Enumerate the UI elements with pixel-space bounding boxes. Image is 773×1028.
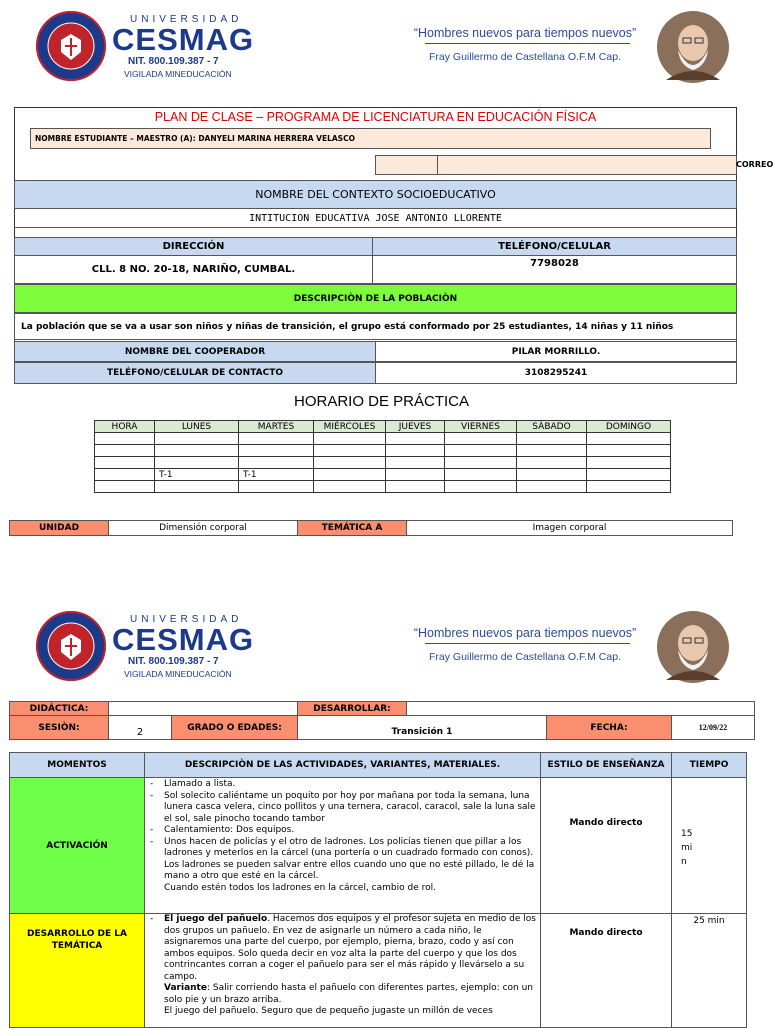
unit-label: UNIDAD — [9, 520, 109, 536]
activity-line — [144, 983, 540, 1006]
address-label: DIRECCIÓN — [14, 237, 373, 256]
university-vigilada: VIGILADA MINEDUCACIÓN — [124, 69, 232, 79]
schedule-cell — [155, 481, 239, 493]
activity-line: Los ladrones se pueden salvar entre ellos cuando uno que no esté pillado, le dé la mano a otro que esté en la cárcel. — [164, 859, 535, 881]
schedule-cell — [445, 445, 517, 457]
schedule-cell — [517, 469, 587, 481]
student-name: NOMBRE ESTUDIANTE – MAESTRO (A): DANYELI MARINA HERRERA VELASCO — [30, 128, 711, 149]
schedule-cell — [239, 481, 314, 493]
activity-line: Cuando estén todos los ladrones en la cárcel, cambio de rol. — [164, 882, 436, 893]
schedule-cell — [445, 469, 517, 481]
activation-moment: ACTIVACIÓN — [9, 777, 145, 914]
schedule-cell — [155, 433, 239, 445]
schedule-cell — [445, 481, 517, 493]
motto-divider — [425, 643, 630, 644]
didactica-value — [108, 701, 298, 716]
motto: “Hombres nuevos para tiempos nuevos” — [413, 626, 637, 640]
schedule-cell — [95, 457, 155, 469]
schedule-cell — [386, 469, 445, 481]
university-label: UNIVERSIDAD — [130, 14, 243, 25]
fecha-label: FECHA: — [546, 715, 672, 740]
university-name: CESMAG — [112, 622, 255, 657]
schedule-cell — [239, 445, 314, 457]
header-bottom — [0, 600, 768, 695]
activity-line: El juego del pañuelo. Seguro que de pequeño jugaste un millón de veces — [164, 1006, 493, 1016]
university-vigilada: VIGILADA MINEDUCACIÓN — [124, 669, 232, 679]
description-header: DESCRIPCIÒN DE LAS ACTIVIDADES, VARIANTES, MATERIALES. — [144, 752, 541, 778]
activity-line — [144, 914, 540, 983]
schedule-cell — [239, 457, 314, 469]
schedule-cell — [587, 457, 671, 469]
correo-label: CORREO — [736, 160, 773, 169]
university-seal-icon — [35, 610, 107, 682]
population-value: La población que se va a usar son niños y niñas de transición, el grupo está conformado por 25 estudiantes, 14 niñas y 11 niños — [14, 313, 737, 340]
schedule-cell — [386, 445, 445, 457]
activity-line: - Unos hacen de policías y el otro de ladrones. Los policías tienen que pillar a los ladrones y meterlos en la cárcel (una portería o un cuadrado formado con conos). — [144, 837, 540, 860]
schedule-cell — [155, 445, 239, 457]
coop-phone-value: 3108295241 — [375, 362, 737, 384]
activity-line: - Calentamiento: Dos equipos. — [144, 825, 540, 837]
university-nit: NIT. 800.109.387 - 7 — [128, 56, 219, 67]
schedule-cell — [517, 457, 587, 469]
schedule-cell — [314, 469, 386, 481]
schedule-cell — [517, 481, 587, 493]
grado-label: GRADO O EDADES: — [171, 715, 298, 740]
activation-time-part: mi — [681, 843, 693, 853]
fecha-value: 12/09/22 — [671, 715, 755, 740]
university-seal-icon — [35, 10, 107, 82]
schedule-cell — [386, 433, 445, 445]
development-list — [144, 914, 540, 1018]
university-nit: NIT. 800.109.387 - 7 — [128, 656, 219, 667]
schedule-cell — [95, 469, 155, 481]
desarrollar-label: DESARROLLAR: — [297, 701, 407, 716]
schedule-cell — [517, 445, 587, 457]
schedule-row — [95, 445, 671, 457]
phone-value: 7798028 — [372, 255, 737, 284]
schedule-cell — [314, 433, 386, 445]
didactica-label: DIDÁCTICA: — [9, 701, 109, 716]
sesion-value: 2 — [108, 715, 172, 740]
theme-value: Imagen corporal — [406, 520, 733, 536]
time-header: TIEMPO — [671, 752, 747, 778]
activity-line: - Llamado a lista. — [144, 779, 540, 791]
founder-portrait-icon — [656, 10, 730, 84]
schedule-cell — [95, 433, 155, 445]
development-time: 25 min — [671, 913, 747, 1028]
schedule-header: DOMINGO — [587, 421, 671, 433]
phone-label: TELÉFONO/CELULAR — [372, 237, 737, 256]
schedule-header: VIERNES — [445, 421, 517, 433]
unit-value: Dimensión corporal — [108, 520, 298, 536]
header-top — [0, 0, 768, 95]
founder-portrait-icon — [656, 610, 730, 684]
population-label: DESCRIPCIÒN DE LA POBLACIÒN — [14, 284, 737, 313]
schedule-header-row — [95, 421, 671, 433]
game-text: . Hacemos dos equipos y el profesor sujeta en medio de los dos grupos un pañuelo. En vez de asignarle un número a cada niño, le asignaremos una parte del cuerpo, por ejemplo, pierna, brazo, codo y así con ambos equipos. Solo queda decir en voz alta la parte del cuerpo y que los dos contrincantes corran a coger el pañuelo para ser el más rápido y llevárselo a su campo. — [164, 914, 536, 982]
university-name: CESMAG — [112, 22, 255, 57]
schedule-cell — [587, 481, 671, 493]
schedule-title: HORARIO DE PRÁCTICA — [293, 393, 470, 410]
schedule-cell — [95, 445, 155, 457]
schedule-cell — [95, 481, 155, 493]
coop-phone-label: TELÉFONO/CELULAR DE CONTACTO — [14, 362, 376, 384]
schedule-row — [95, 457, 671, 469]
style-header: ESTILO DE ENSEÑANZA — [540, 752, 672, 778]
coop-label: NOMBRE DEL COOPERADOR — [14, 341, 376, 362]
schedule-cell — [445, 457, 517, 469]
sesion-label: SESIÒN: — [9, 715, 109, 740]
development-moment: DESARROLLO DE LA TEMÁTICA — [9, 913, 145, 1028]
schedule-header: MARTES — [239, 421, 314, 433]
motto-author: Fray Guillermo de Castellana O.F.M Cap. — [429, 51, 621, 63]
motto: “Hombres nuevos para tiempos nuevos” — [413, 26, 637, 40]
schedule-header: HORA — [95, 421, 155, 433]
correo-cell-a — [375, 155, 438, 175]
theme-label: TEMÁTICA A — [297, 520, 407, 536]
schedule-header: MIÉRCOLES — [314, 421, 386, 433]
variant-text: : Salir corriendo hasta el pañuelo con diferentes partes, ejemplo: con un solo pie y un brazo arriba. — [164, 983, 534, 1005]
schedule-cell — [155, 457, 239, 469]
schedule-header: SÁBADO — [517, 421, 587, 433]
schedule-cell — [239, 433, 314, 445]
schedule-row — [95, 469, 671, 481]
schedule-cell: T-1 — [155, 469, 239, 481]
activation-style: Mando directo — [540, 777, 672, 914]
plan-title: PLAN DE CLASE – PROGRAMA DE LICENCIATURA EN EDUCACIÓN FÍSICA — [154, 110, 597, 124]
schedule-row — [95, 481, 671, 493]
activation-time-part: 15 — [681, 829, 693, 839]
game-title: El juego del pañuelo — [164, 914, 268, 924]
context-label: NOMBRE DEL CONTEXTO SOCIOEDUCATIVO — [14, 180, 737, 209]
schedule-cell — [517, 433, 587, 445]
motto-author: Fray Guillermo de Castellana O.F.M Cap. — [429, 651, 621, 663]
development-style: Mando directo — [540, 913, 672, 1028]
activation-time — [681, 827, 692, 869]
grado-value: Transición 1 — [297, 715, 547, 740]
variant-label: Variante — [164, 983, 207, 993]
schedule-cell — [445, 433, 517, 445]
schedule-cell — [386, 481, 445, 493]
desarrollar-value — [406, 701, 755, 716]
schedule-cell: T-1 — [239, 469, 314, 481]
motto-divider — [425, 43, 630, 44]
schedule-header: JUEVES — [386, 421, 445, 433]
moments-header: MOMENTOS — [9, 752, 145, 778]
context-value: INTITUCION EDUCATIVA JOSE ANTONIO LLORENTE — [14, 208, 737, 228]
schedule-table — [94, 420, 671, 493]
schedule-cell — [386, 457, 445, 469]
correo-cell-b — [437, 155, 737, 175]
address-value: CLL. 8 NO. 20-18, NARIÑO, CUMBAL. — [14, 255, 373, 284]
schedule-cell — [314, 457, 386, 469]
schedule-cell — [587, 433, 671, 445]
activation-time-part: n — [681, 857, 687, 867]
schedule-cell — [314, 481, 386, 493]
schedule-row — [95, 433, 671, 445]
university-label: UNIVERSIDAD — [130, 614, 243, 625]
schedule-cell — [314, 445, 386, 457]
activation-list — [144, 779, 540, 894]
activity-line: - Sol solecito caliéntame un poquito por hoy por mañana por toda la semana, luna lunera casca velera, cinco pollitos y una ternera, caracol, caracol, sale la luna sale el sol, sale pinocho tocando tambor — [144, 791, 540, 826]
schedule-cell — [587, 445, 671, 457]
coop-value: PILAR MORRILLO. — [375, 341, 737, 362]
schedule-header: LUNES — [155, 421, 239, 433]
schedule-cell — [587, 469, 671, 481]
